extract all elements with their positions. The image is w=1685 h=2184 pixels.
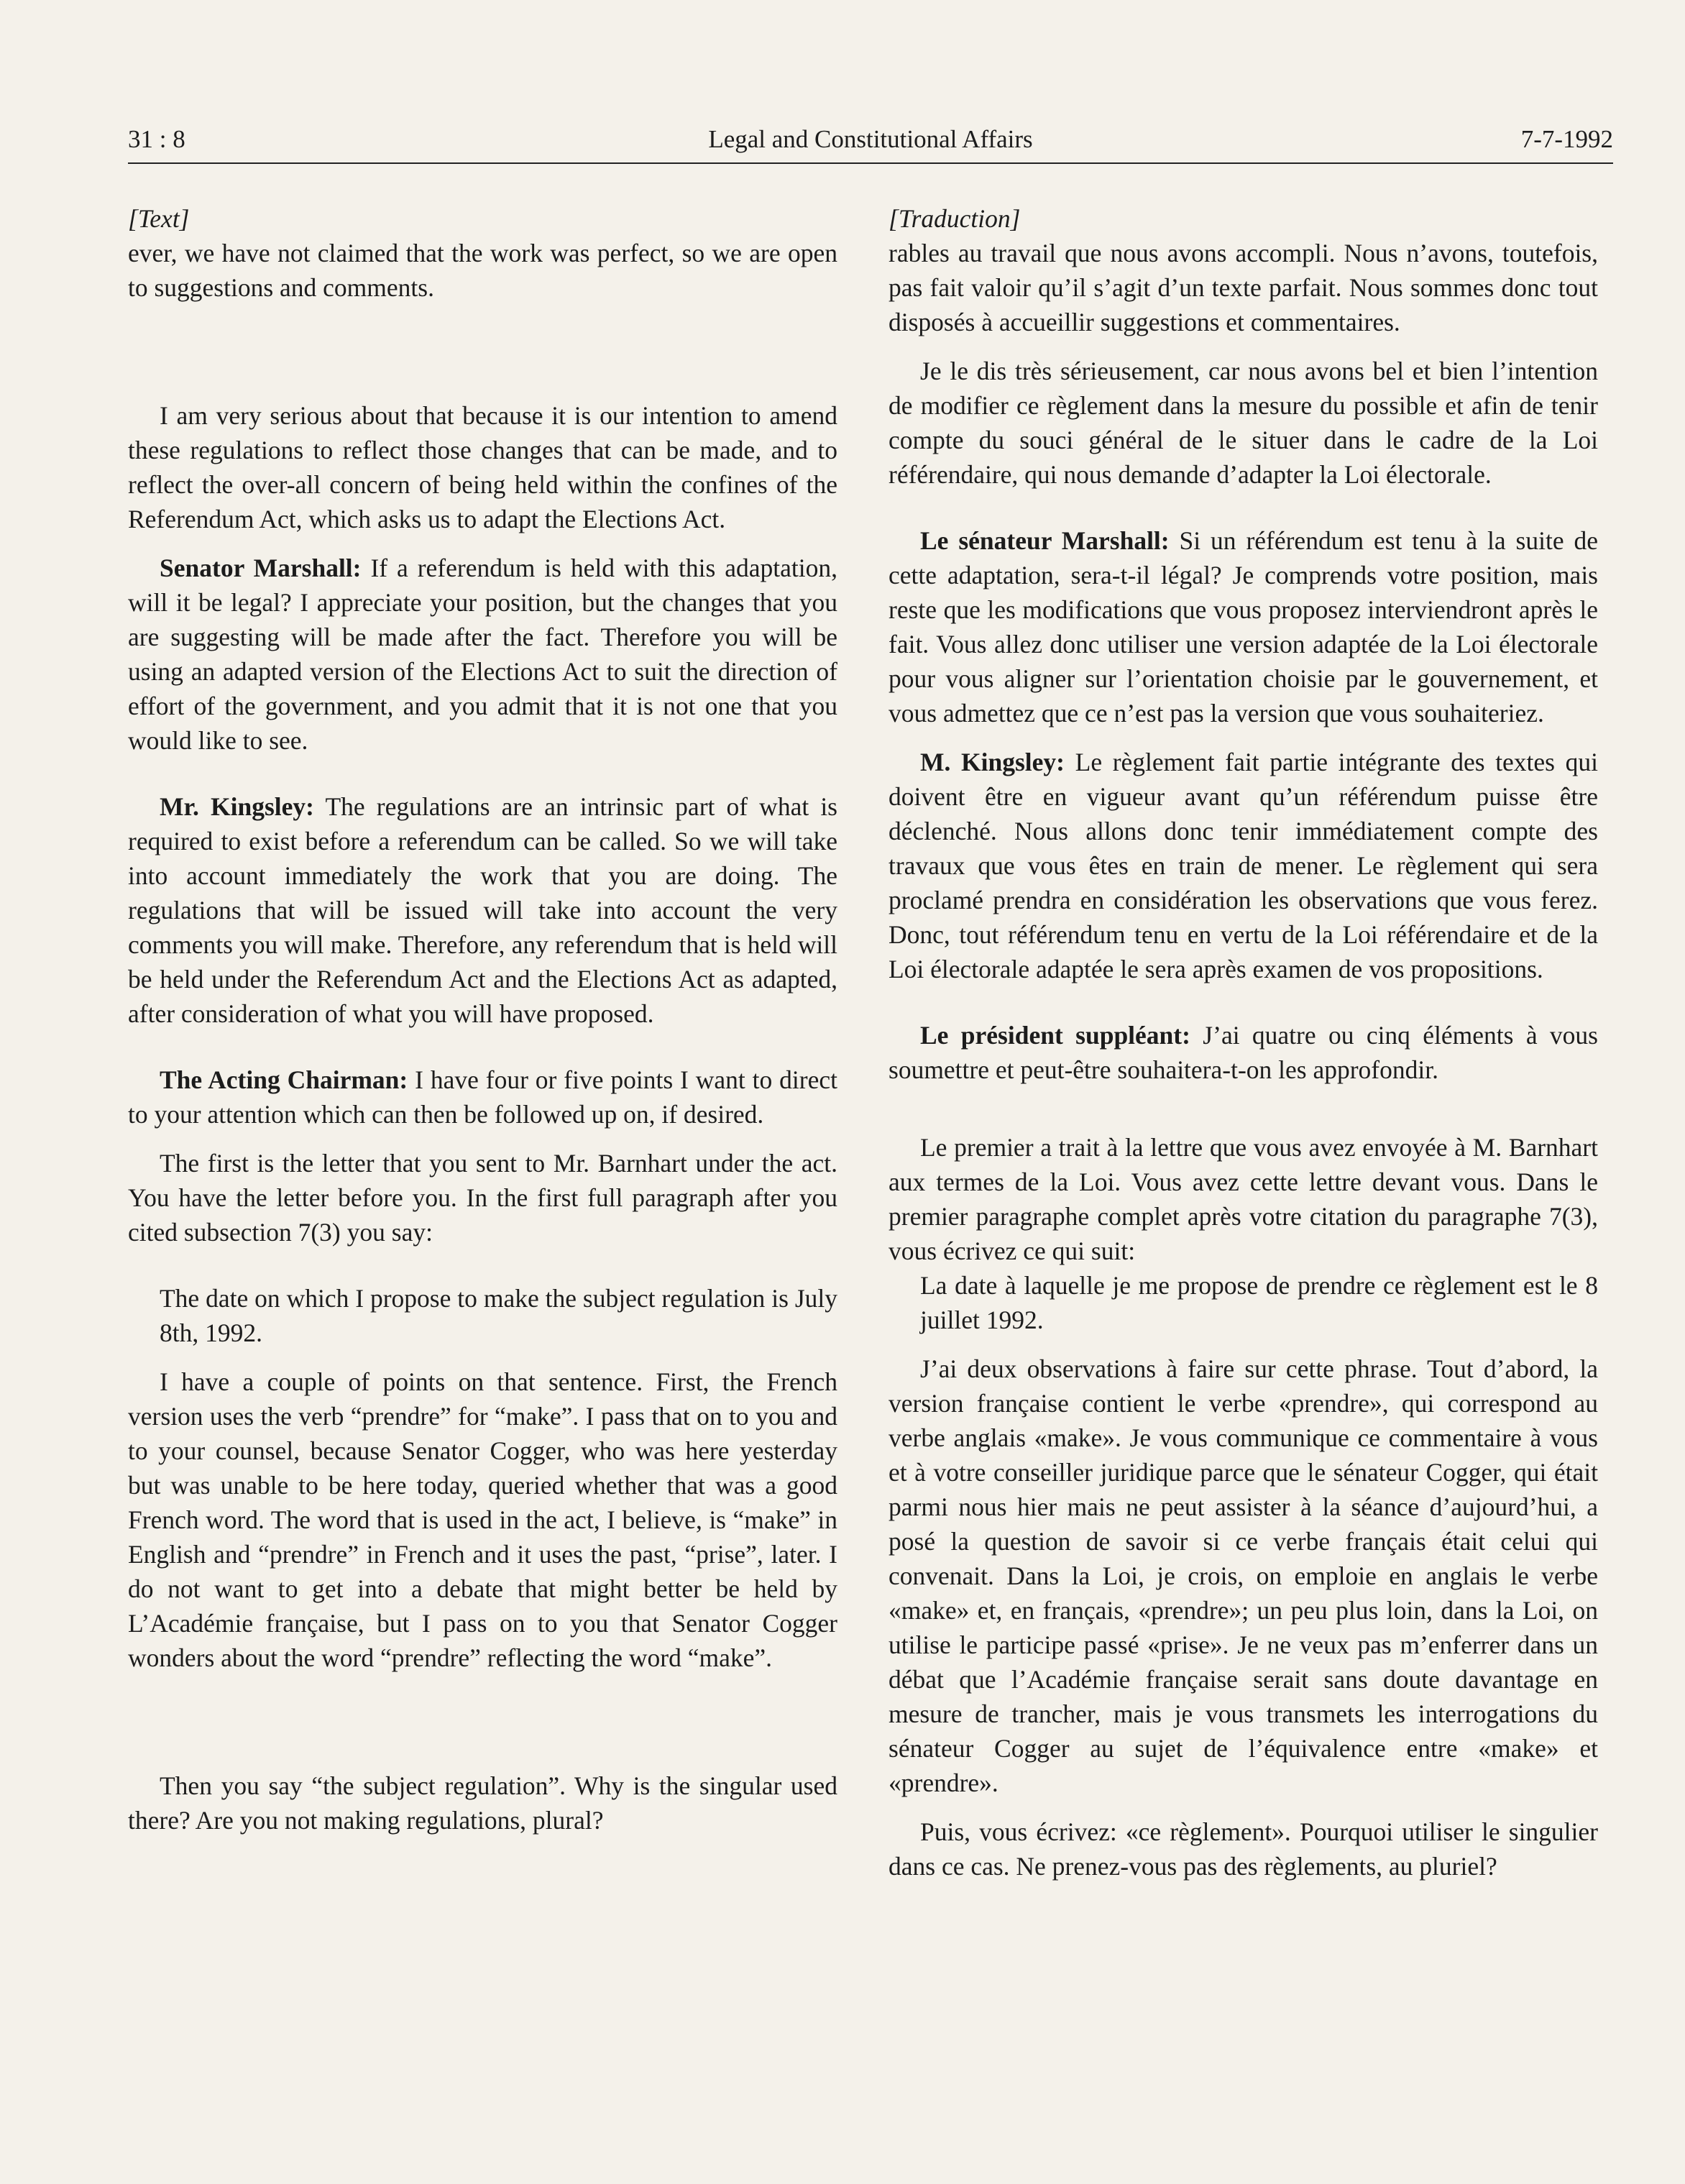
block-quote: La date à laquelle je me propose de prendre ce règlement est le 8 juillet 1992.	[920, 1271, 1598, 1334]
english-column	[128, 201, 837, 1837]
paragraph: Le premier a trait à la lettre que vous avez envoyée à M. Barnhart aux termes de la Loi. Vous avez cette lettre devant vous. Dans le premier paragraphe complet après votre citation du paragraphe 7(3), vous écrivez ce qui suit:	[889, 1133, 1598, 1265]
running-header	[128, 122, 1613, 164]
paragraph	[889, 1018, 1598, 1087]
header-title: Legal and Constitutional Affairs	[708, 125, 1033, 153]
paragraph	[889, 745, 1598, 986]
column-label-text: [Text]	[128, 204, 190, 233]
paragraph	[128, 551, 837, 758]
speaker-name: Senator Marshall:	[160, 554, 362, 582]
speaker-name: Le président suppléant:	[920, 1021, 1190, 1050]
page-number: 31 : 8	[128, 125, 185, 153]
paragraph: J’ai deux observations à faire sur cette phrase. Tout d’abord, la version française contient le verbe «prendre», qui correspond au verbe anglais «make». Je vous communique ce commentaire à vous et à votre conseiller juridique parce que le sénateur Cogger, qui était parmi nous hier mais ne peut assister à la séance d’aujourd’hui, a posé la question de savoir si ce verbe français était celui qui convenait. Dans la Loi, je crois, on emploie en anglais le verbe «make» et, en français, «prendre»; un peu plus loin, dans la Loi, on utilise le participe passé «prise». Je ne veux pas m’enferrer dans un débat que l’Académie française serait sans doute davantage en mesure de trancher, mais je vous transmets les interrogations du sénateur Cogger au sujet de l’équivalence entre «make» et «prendre».	[889, 1354, 1598, 1797]
speaker-name: Le sénateur Marshall:	[920, 526, 1170, 555]
paragraph	[128, 789, 837, 1031]
paragraph: I have a couple of points on that sentence. First, the French version uses the verb “prendre” for “make”. I pass that on to you and to your counsel, because Senator Cogger, who was here yesterday but was unable to be here today, queried whether that was a good French word. The word that is used in the act, I believe, is “make” in English and “prendre” in French and it uses the past, “prise”, later. I do not want to get into a debate that might better be held by L’Académie française, but I pass on to you that Senator Cogger wonders about the word “prendre” reflecting the word “make”.	[128, 1367, 837, 1672]
french-column	[889, 201, 1598, 1884]
header-date: 7-7-1992	[1520, 125, 1613, 153]
speaker-name: M. Kingsley:	[920, 748, 1065, 776]
speaker-name: The Acting Chairman:	[160, 1065, 408, 1094]
paragraph: Puis, vous écrivez: «ce règlement». Pourquoi utiliser le singulier dans ce cas. Ne prenez-vous pas des règlements, au pluriel?	[889, 1817, 1598, 1881]
paragraph	[128, 1063, 837, 1132]
paragraph: The first is the letter that you sent to Mr. Barnhart under the act. You have the letter before you. In the first full paragraph after you cited subsection 7(3) you say:	[128, 1149, 837, 1247]
speech-text: Si un référendum est tenu à la suite de cette adaptation, sera-t-il légal? Je comprends votre position, mais reste que les modifications que vous proposez interviendront après le fait. Vous allez donc utiliser une version adaptée de la Loi électorale pour vous aligner sur l’orientation choisie par le gouvernement, et vous admettez que ce n’est pas la version que vous souhaiteriez.	[889, 526, 1598, 728]
paragraph: Then you say “the subject regulation”. Why is the singular used there? Are you not making regulations, plural?	[128, 1771, 837, 1835]
column-label-traduction: [Traduction]	[889, 204, 1021, 233]
paragraph: ever, we have not claimed that the work was perfect, so we are open to suggestions and comments.	[128, 239, 837, 302]
speech-text: Le règlement fait partie intégrante des textes qui doivent être en vigueur avant qu’un référendum puisse être déclenché. Nous allons donc tenir immédiatement compte des travaux que vous êtes en train de mener. Le règlement qui sera proclamé prendra en considération les observations que vous ferez. Donc, tout référendum tenu en vertu de la Loi référendaire et de la Loi électorale adaptée le sera après examen de vos propositions.	[889, 748, 1598, 983]
paragraph: I am very serious about that because it is our intention to amend these regulations to reflect those changes that can be made, and to reflect the over-all concern of being held within the confines of the Referendum Act, which asks us to adapt the Elections Act.	[128, 401, 837, 533]
speech-text: J’ai quatre ou cinq éléments à vous soumettre et peut-être souhaitera-t-on les approfondir.	[889, 1021, 1598, 1084]
paragraph: rables au travail que nous avons accompli. Nous n’avons, toutefois, pas fait valoir qu’il s’agit d’un texte parfait. Nous sommes donc tout disposés à accueillir suggestions et commentaires.	[889, 239, 1598, 336]
speech-text: If a referendum is held with this adaptation, will it be legal? I appreciate your position, but the changes that you are suggesting will be made after the fact. Therefore you will be using an adapted version of the Elections Act to suit the direction of effort of the government, and you admit that it is not one that you would like to see.	[128, 554, 837, 755]
speech-text: I have four or five points I want to direct to your attention which can then be followed up on, if desired.	[128, 1065, 837, 1129]
block-quote: The date on which I propose to make the subject regulation is July 8th, 1992.	[160, 1284, 837, 1347]
paragraph	[889, 523, 1598, 730]
paragraph: Je le dis très sérieusement, car nous avons bel et bien l’intention de modifier ce règlement dans la mesure du possible et afin de tenir compte du souci général de le situer dans le cadre de la Loi référendaire, qui nous demande d’adapter la Loi électorale.	[889, 357, 1598, 489]
speech-text: The regulations are an intrinsic part of what is required to exist before a referendum can be called. So we will take into account immediately the work that you are doing. The regulations that will be issued will take into account the very comments you will make. Therefore, any referendum that is held will be held under the Referendum Act and the Elections Act as adapted, after consideration of what you will have proposed.	[128, 792, 837, 1028]
speaker-name: Mr. Kingsley:	[160, 792, 314, 821]
